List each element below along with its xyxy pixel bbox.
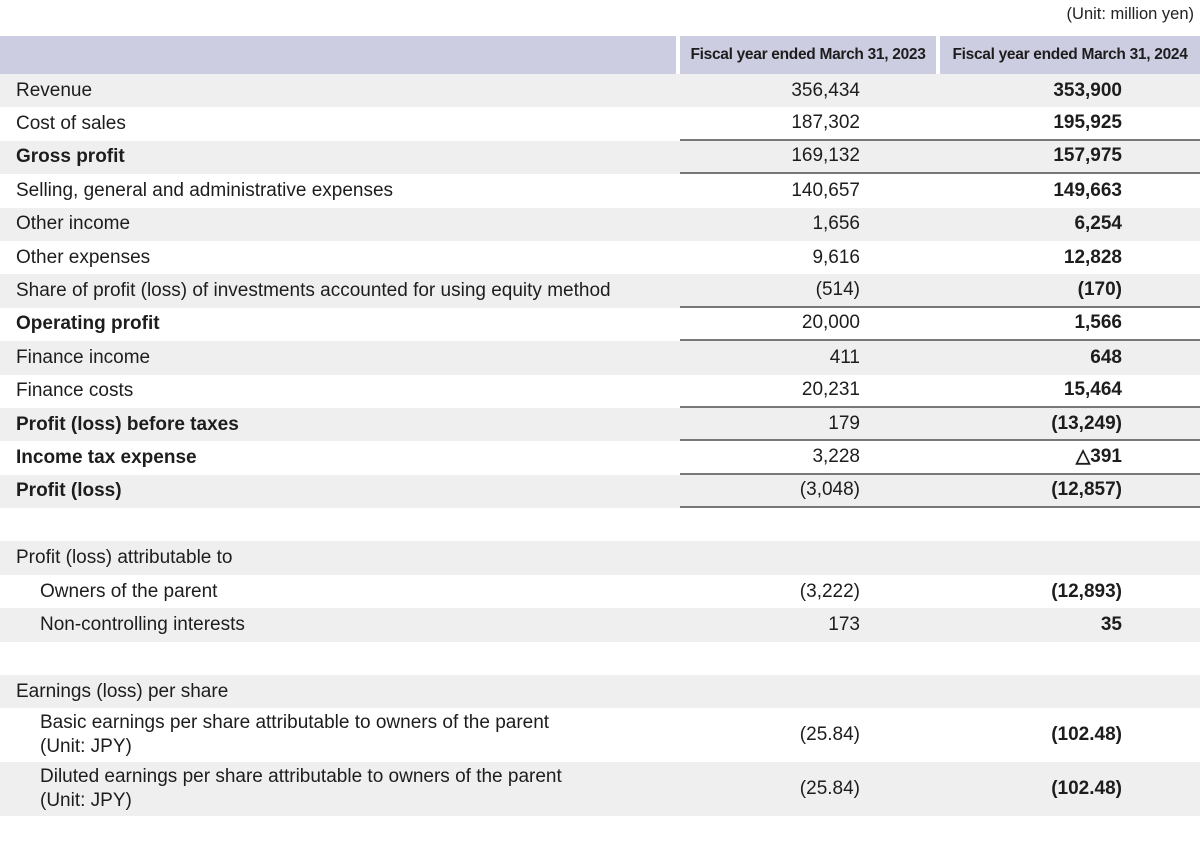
spacer-row <box>0 642 1200 675</box>
row-label-line1: Cost of sales <box>16 113 126 135</box>
table-body <box>0 74 1200 816</box>
table-row <box>0 174 1200 207</box>
row-label-line1: Diluted earnings per share attributable to owners of the parent <box>40 766 562 788</box>
value-fy2023: 9,616 <box>812 246 860 268</box>
row-label <box>0 675 680 708</box>
row-values <box>680 762 1200 816</box>
row-label-line1: Owners of the parent <box>40 580 218 602</box>
table-row <box>0 441 1200 474</box>
row-label <box>0 575 680 608</box>
table-row <box>0 708 1200 762</box>
table-row <box>0 575 1200 608</box>
table-row <box>0 408 1200 441</box>
row-label-line1: Share of profit (loss) of investments accounted for using equity method <box>16 280 611 302</box>
table-row <box>0 107 1200 140</box>
table-row <box>0 208 1200 241</box>
row-values <box>680 308 1200 341</box>
row-label <box>0 274 680 307</box>
value-fy2024: (12,857) <box>1051 479 1122 501</box>
table-row <box>0 141 1200 174</box>
row-label <box>0 541 680 574</box>
value-fy2023: 187,302 <box>791 112 860 134</box>
value-fy2024: (102.48) <box>1051 778 1122 800</box>
row-label-line1: Earnings (loss) per share <box>16 680 229 702</box>
table-row <box>0 341 1200 374</box>
value-fy2023: 3,228 <box>812 445 860 467</box>
value-fy2024: 648 <box>1090 346 1122 368</box>
value-fy2024: (13,249) <box>1051 412 1122 434</box>
header-fiscal-year-2024: Fiscal year ended March 31, 2024 <box>940 36 1200 74</box>
value-fy2024: (170) <box>1077 279 1122 301</box>
row-label <box>0 107 680 140</box>
value-fy2023: 140,657 <box>791 179 860 201</box>
row-label <box>0 642 680 675</box>
row-values <box>680 441 1200 474</box>
row-label-line1: Other expenses <box>16 246 151 268</box>
row-label-line1: Profit (loss) attributable to <box>16 547 233 569</box>
row-label-line2: (Unit: JPY) <box>40 790 132 812</box>
header-label-cell <box>0 36 676 74</box>
row-values <box>680 508 1200 541</box>
value-fy2023: (25.84) <box>799 778 860 800</box>
value-fy2024: 353,900 <box>1053 79 1122 101</box>
row-label-line2: (Unit: JPY) <box>40 736 132 758</box>
row-label <box>0 241 680 274</box>
value-fy2023: 356,434 <box>791 79 860 101</box>
row-values <box>680 608 1200 641</box>
row-values <box>680 408 1200 441</box>
row-values <box>680 208 1200 241</box>
table-row <box>0 608 1200 641</box>
value-fy2023: (3,222) <box>799 580 860 602</box>
table-row <box>0 241 1200 274</box>
value-fy2024: 195,925 <box>1053 112 1122 134</box>
table-row <box>0 74 1200 107</box>
value-fy2023: 411 <box>829 346 860 368</box>
row-label <box>0 141 680 174</box>
table-header-row <box>0 36 1200 74</box>
value-fy2024: 6,254 <box>1074 213 1122 235</box>
value-fy2023: (25.84) <box>799 724 860 746</box>
row-label <box>0 475 680 508</box>
row-values <box>680 375 1200 408</box>
row-label <box>0 208 680 241</box>
row-label <box>0 375 680 408</box>
row-label-line1: Profit (loss) before taxes <box>16 413 239 435</box>
value-fy2023: (514) <box>815 279 860 301</box>
table-row <box>0 675 1200 708</box>
table-row <box>0 475 1200 508</box>
income-statement-table <box>0 36 1200 816</box>
value-fy2024: 149,663 <box>1053 179 1122 201</box>
row-label-line1: Finance costs <box>16 380 134 402</box>
row-label <box>0 608 680 641</box>
value-fy2023: 20,000 <box>801 312 860 334</box>
row-values <box>680 141 1200 174</box>
row-label <box>0 408 680 441</box>
row-label-line1: Basic earnings per share attributable to owners of the parent <box>40 712 550 734</box>
value-fy2023: (3,048) <box>799 479 860 501</box>
value-fy2024: 1,566 <box>1074 312 1122 334</box>
row-values <box>680 241 1200 274</box>
row-values <box>680 675 1200 708</box>
row-label-line1: Operating profit <box>16 313 160 335</box>
row-values <box>680 575 1200 608</box>
row-values <box>680 341 1200 374</box>
table-row <box>0 762 1200 816</box>
row-label <box>0 341 680 374</box>
row-values <box>680 541 1200 574</box>
value-fy2023: 20,231 <box>801 379 860 401</box>
row-label <box>0 174 680 207</box>
row-label <box>0 441 680 474</box>
value-fy2024: 35 <box>1100 613 1122 635</box>
header-fiscal-year-2023: Fiscal year ended March 31, 2023 <box>680 36 936 74</box>
spacer-row <box>0 508 1200 541</box>
value-fy2023: 169,132 <box>791 145 860 167</box>
row-label-line1: Other income <box>16 213 131 235</box>
row-values <box>680 708 1200 762</box>
row-values <box>680 642 1200 675</box>
table-row <box>0 308 1200 341</box>
row-label-line1: Finance income <box>16 346 151 368</box>
value-fy2024: 12,828 <box>1063 246 1122 268</box>
value-fy2024: 157,975 <box>1053 145 1122 167</box>
value-fy2023: 173 <box>828 613 860 635</box>
row-values <box>680 475 1200 508</box>
row-label <box>0 508 680 541</box>
row-values <box>680 107 1200 140</box>
row-label-line1: Income tax expense <box>16 446 197 468</box>
value-fy2023: 1,656 <box>812 213 860 235</box>
table-row <box>0 274 1200 307</box>
row-label <box>0 308 680 341</box>
row-values <box>680 74 1200 107</box>
row-label <box>0 74 680 107</box>
unit-note: (Unit: million yen) <box>1066 5 1194 23</box>
value-fy2024: 15,464 <box>1063 379 1122 401</box>
row-label <box>0 762 680 816</box>
row-values <box>680 274 1200 307</box>
value-fy2024: (102.48) <box>1051 724 1122 746</box>
row-label-line1: Profit (loss) <box>16 480 122 502</box>
value-fy2024: △391 <box>1075 446 1122 468</box>
row-label <box>0 708 680 762</box>
row-values <box>680 174 1200 207</box>
table-row <box>0 541 1200 574</box>
value-fy2023: 179 <box>828 412 860 434</box>
row-label-line1: Selling, general and administrative expenses <box>16 179 394 201</box>
row-label-line1: Non-controlling interests <box>40 613 245 635</box>
row-label-line1: Revenue <box>16 79 93 101</box>
table-row <box>0 375 1200 408</box>
row-label-line1: Gross profit <box>16 146 125 168</box>
value-fy2024: (12,893) <box>1051 580 1122 602</box>
